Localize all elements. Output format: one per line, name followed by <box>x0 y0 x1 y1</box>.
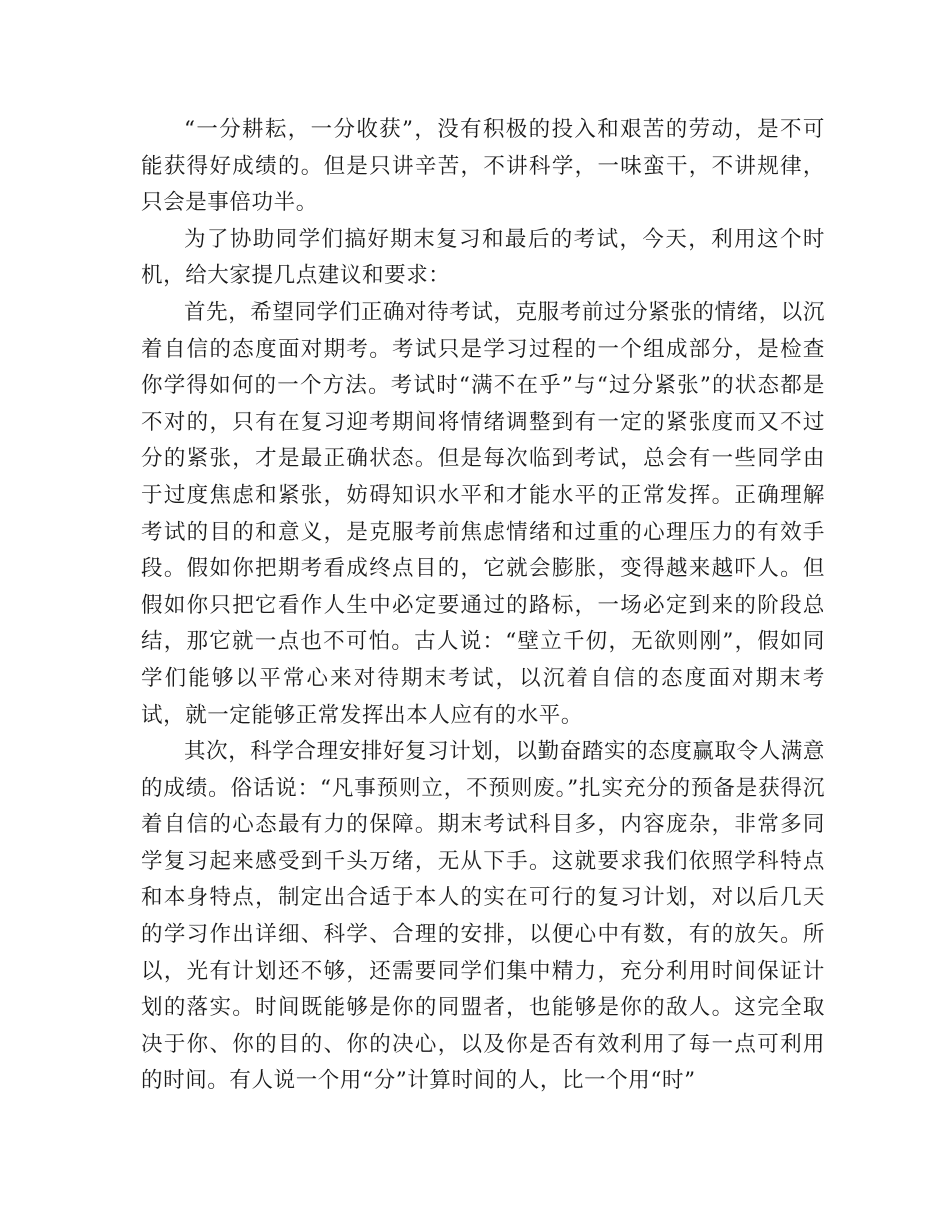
document-body <box>141 112 825 1100</box>
paragraph-second-point: 其次，科学合理安排好复习计划，以勤奋踏实的态度赢取令人满意的成绩。俗话说：“凡事预则立，不预则废。”扎实充分的预备是获得沉着自信的心态最有力的保障。期末考试科目多，内容庞杂，非常多同学复习起来感受到千头万绪，无从下手。这就要求我们依照学科特点和本身特点，制定出合适于本人的实在可行的复习计划，对以后几天的学习作出详细、科学、合理的安排，以便心中有数，有的放矢。所以，光有计划还不够，还需要同学们集中精力，充分利用时间保证计划的落实。时间既能够是你的同盟者，也能够是你的敌人。这完全取决于你、你的目的、你的决心，以及你是否有效利用了每一点可利用的时间。有人说一个用“分”计算时间的人，比一个用“时” <box>141 739 825 1094</box>
paragraph-first-point: 首先，希望同学们正确对待考试，克服考前过分紧张的情绪，以沉着自信的态度面对期考。考试只是学习过程的一个组成部分，是检查你学得如何的一个方法。考试时“满不在乎”与“过分紧张”的状态都是不对的，只有在复习迎考期间将情绪调整到有一定的紧张度而又不过分的紧张，才是最正确状态。但是每次临到考试，总会有一些同学由于过度焦虑和紧张，妨碍知识水平和才能水平的正常发挥。正确理解考试的目的和意义，是克服考前焦虑情绪和过重的心理压力的有效手段。假如你把期考看成终点目的，它就会膨胀，变得越来越吓人。但假如你只把它看作人生中必定要通过的路标，一场必定到来的阶段总结，那它就一点也不可怕。古人说：“壁立千仞，无欲则刚”，假如同学们能够以平常心来对待期末考试，以沉着自信的态度面对期末考试，就一定能够正常发挥出本人应有的水平。 <box>141 299 825 728</box>
paragraph-purpose: 为了协助同学们搞好期末复习和最后的考试，今天，利用这个时机，给大家提几点建议和要求： <box>141 226 825 289</box>
paragraph-intro: “一分耕耘，一分收获”，没有积极的投入和艰苦的劳动，是不可能获得好成绩的。但是只讲辛苦，不讲科学，一味蛮干，不讲规律，只会是事倍功半。 <box>141 117 825 216</box>
